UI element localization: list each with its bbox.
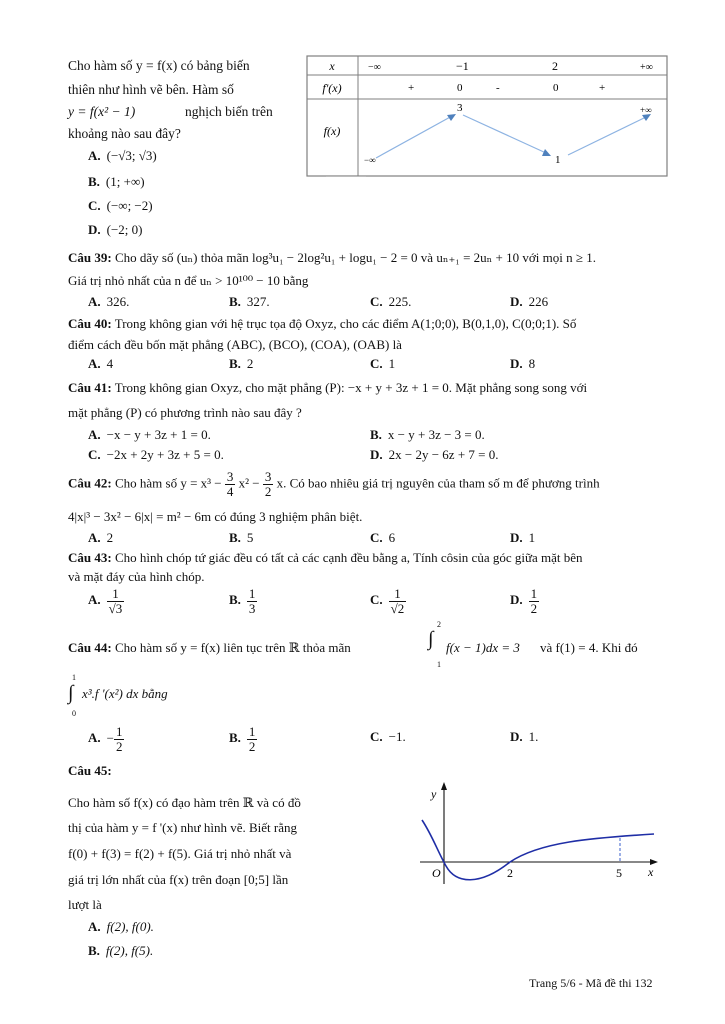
q42-frac-2: $\frac{3}{2}$ [264, 469, 272, 499]
q41-option-c[interactable]: C. −2x + 2y + 3z + 5 = 0. [88, 447, 224, 462]
arrow-up-2 [568, 117, 646, 155]
q39-option-b[interactable]: B. 327. [229, 294, 270, 309]
q41-option-a[interactable]: A. −x − y + 3z + 1 = 0. [88, 427, 211, 442]
q38-option-b[interactable]: B. (1; +∞) [88, 174, 145, 189]
page-footer: Trang 5/6 - Mã đề thi 132 [529, 976, 653, 990]
q45-label: Câu 45: [68, 763, 112, 778]
q42-option-b[interactable]: B. 5 [229, 530, 254, 545]
table-x-pos-inf: +∞ [640, 62, 653, 73]
q39-question: Câu 39: Cho dãy số (uₙ) thỏa mãn log³u₁ − 2log²u₁ + logu₁ − 2 = 0 và uₙ₊₁ = 2uₙ + 10 với mọi n ≥ 1. [68, 250, 596, 265]
q39-option-d[interactable]: D. 226 [510, 294, 549, 309]
q42-option-c[interactable]: C. 6 [370, 530, 396, 545]
q41-option-d[interactable]: D. 2x − 2y − 6z + 7 = 0. [370, 447, 499, 462]
q45-option-a[interactable]: A. f(2), f(0). [88, 919, 154, 934]
tick-label-2: 2 [507, 866, 513, 880]
table-sign-plus-1: + [408, 82, 415, 94]
table-x-neg-inf: −∞ [368, 62, 381, 73]
table-fprime-header: f'(x) [322, 81, 342, 95]
q45-line2: thị của hàm y = f '(x) như hình vẽ. Biết rằng [68, 820, 297, 835]
table-sign-zero-1: 0 [457, 82, 463, 94]
x-axis-label: x [648, 865, 654, 879]
table-scan-mark [326, 176, 366, 179]
table-sign-zero-2: 0 [553, 82, 559, 94]
table-f-header: f(x) [323, 124, 341, 138]
q44-option-a[interactable]: A. − $\frac{1}{2}$ [88, 724, 123, 754]
q38-option-c[interactable]: C. (−∞; −2) [88, 198, 153, 213]
q39-option-c[interactable]: C. 225. [370, 294, 412, 309]
derivative-graph [410, 780, 660, 890]
q40-option-c[interactable]: C. 1 [370, 356, 396, 371]
q44-int2-upper: 1 [72, 673, 76, 682]
q38-option-a[interactable]: A. (−√3; √3) [88, 148, 157, 163]
q44-int1-body: f(x − 1)dx = 3 [446, 640, 520, 655]
q43-option-a[interactable]: A. $\frac{1}{√3}$ [88, 586, 123, 616]
arrow-head-down [542, 149, 551, 156]
q44-option-c[interactable]: C. −1. [370, 729, 406, 744]
q42-line2: 4|x|³ − 3x² − 6|x| = m² − 6m có đúng 3 nghiệm phân biệt. [68, 509, 363, 524]
q42-option-d[interactable]: D. 1 [510, 530, 536, 545]
q43-option-c[interactable]: C. $\frac{1}{√2}$ [370, 586, 405, 616]
q39-line2: Giá trị nhỏ nhất của n để uₙ > 10¹⁰⁰ − 10 bằng [68, 273, 309, 288]
q38-line4: khoảng nào sau đây? [68, 126, 181, 141]
y-axis-label: y [431, 787, 437, 801]
q43-question: Câu 43: Cho hình chóp tứ giác đều có tất cả các cạnh đều bằng a, Tính côsin của góc giữa mặt bên [68, 550, 583, 565]
q38-line2: thiên như hình vẽ bên. Hàm số [68, 82, 234, 97]
table-x-header: x [329, 59, 335, 73]
q45-option-b[interactable]: B. f(2), f(5). [88, 943, 154, 958]
q40-option-d[interactable]: D. 8 [510, 356, 536, 371]
q42-question: Câu 42: Cho hàm số y = x³ − $\frac{3}{4}$ x² − $\frac{3}{2}$ x. Có bao nhiêu giá trị nguyên của tham số m để phương trình [68, 469, 600, 499]
variation-table [306, 55, 668, 177]
arrow-head-up-2 [642, 114, 651, 121]
q44-int2-body: x³.f '(x²) dx bằng [82, 686, 168, 701]
q45-line1: Cho hàm số f(x) có đạo hàm trên ℝ và có đồ [68, 795, 301, 810]
q45-line5: lượt là [68, 897, 102, 912]
q44-question: Câu 44: Cho hàm số y = f(x) liên tục trên ℝ thỏa mãn [68, 640, 351, 655]
q45-line4: giá trị lớn nhất của f(x) trên đoạn [0;5] lần [68, 872, 289, 887]
q43-option-b[interactable]: B. $\frac{1}{3}$ [229, 586, 256, 616]
origin-label: O [432, 866, 441, 880]
q38-line1: Cho hàm số y = f(x) có bảng biến [68, 58, 250, 73]
tick-label-5: 5 [616, 866, 622, 880]
q39-option-a[interactable]: A. 326. [88, 294, 130, 309]
q43-line2: và mặt đáy của hình chóp. [68, 569, 205, 584]
arrow-up-1 [376, 116, 452, 158]
q42-option-a[interactable]: A. 2 [88, 530, 114, 545]
q40-option-b[interactable]: B. 2 [229, 356, 254, 371]
q44-int1-lower: 1 [437, 660, 441, 669]
q44-option-d[interactable]: D. 1. [510, 729, 539, 744]
q40-option-a[interactable]: A. 4 [88, 356, 114, 371]
table-x-2: 2 [552, 59, 558, 73]
q42-frac-1: $\frac{3}{4}$ [226, 469, 234, 499]
table-f-neg-inf: −∞ [364, 155, 376, 165]
q41-option-b[interactable]: B. x − y + 3z − 3 = 0. [370, 427, 485, 442]
table-sign-minus: - [496, 82, 500, 94]
q44-post: và f(1) = 4. Khi đó [540, 640, 638, 655]
q40-question: Câu 40: Trong không gian với hệ trục tọa độ Oxyz, cho các điểm A(1;0;0), B(0,1,0), C(0;0;1). Số [68, 316, 577, 331]
table-x-minus1: −1 [456, 59, 469, 73]
y-axis-arrow [441, 782, 447, 790]
arrow-down [463, 115, 546, 153]
q44-int1-upper: 2 [437, 620, 441, 629]
q45-line3: f(0) + f(3) = f(2) + f(5). Giá trị nhỏ nhất và [68, 846, 292, 861]
table-f-pos-inf: +∞ [640, 105, 652, 115]
table-f-3: 3 [457, 102, 463, 114]
q43-option-d[interactable]: D. $\frac{1}{2}$ [510, 586, 538, 616]
q44-integral-1: ∫ [428, 628, 434, 650]
q38-line3: nghịch biến trên [185, 104, 273, 119]
q38-function: y = f(x² − 1) [68, 104, 136, 119]
q41-question: Câu 41: Trong không gian Oxyz, cho mặt phẳng (P): −x + y + 3z + 1 = 0. Mặt phẳng song song với [68, 380, 588, 395]
q40-line2: điểm cách đều bốn mặt phẳng (ABC), (BCO), (COA), (OAB) là [68, 337, 402, 352]
q44-option-b[interactable]: B. $\frac{1}{2}$ [229, 724, 256, 754]
q44-integral-2: ∫ [68, 682, 74, 704]
q41-line2: mặt phẳng (P) có phương trình nào sau đây ? [68, 405, 302, 420]
q44-int2-lower: 0 [72, 709, 76, 718]
q38-option-d[interactable]: D. (−2; 0) [88, 222, 143, 237]
table-f-1: 1 [555, 154, 561, 166]
table-sign-plus-2: + [599, 82, 606, 94]
